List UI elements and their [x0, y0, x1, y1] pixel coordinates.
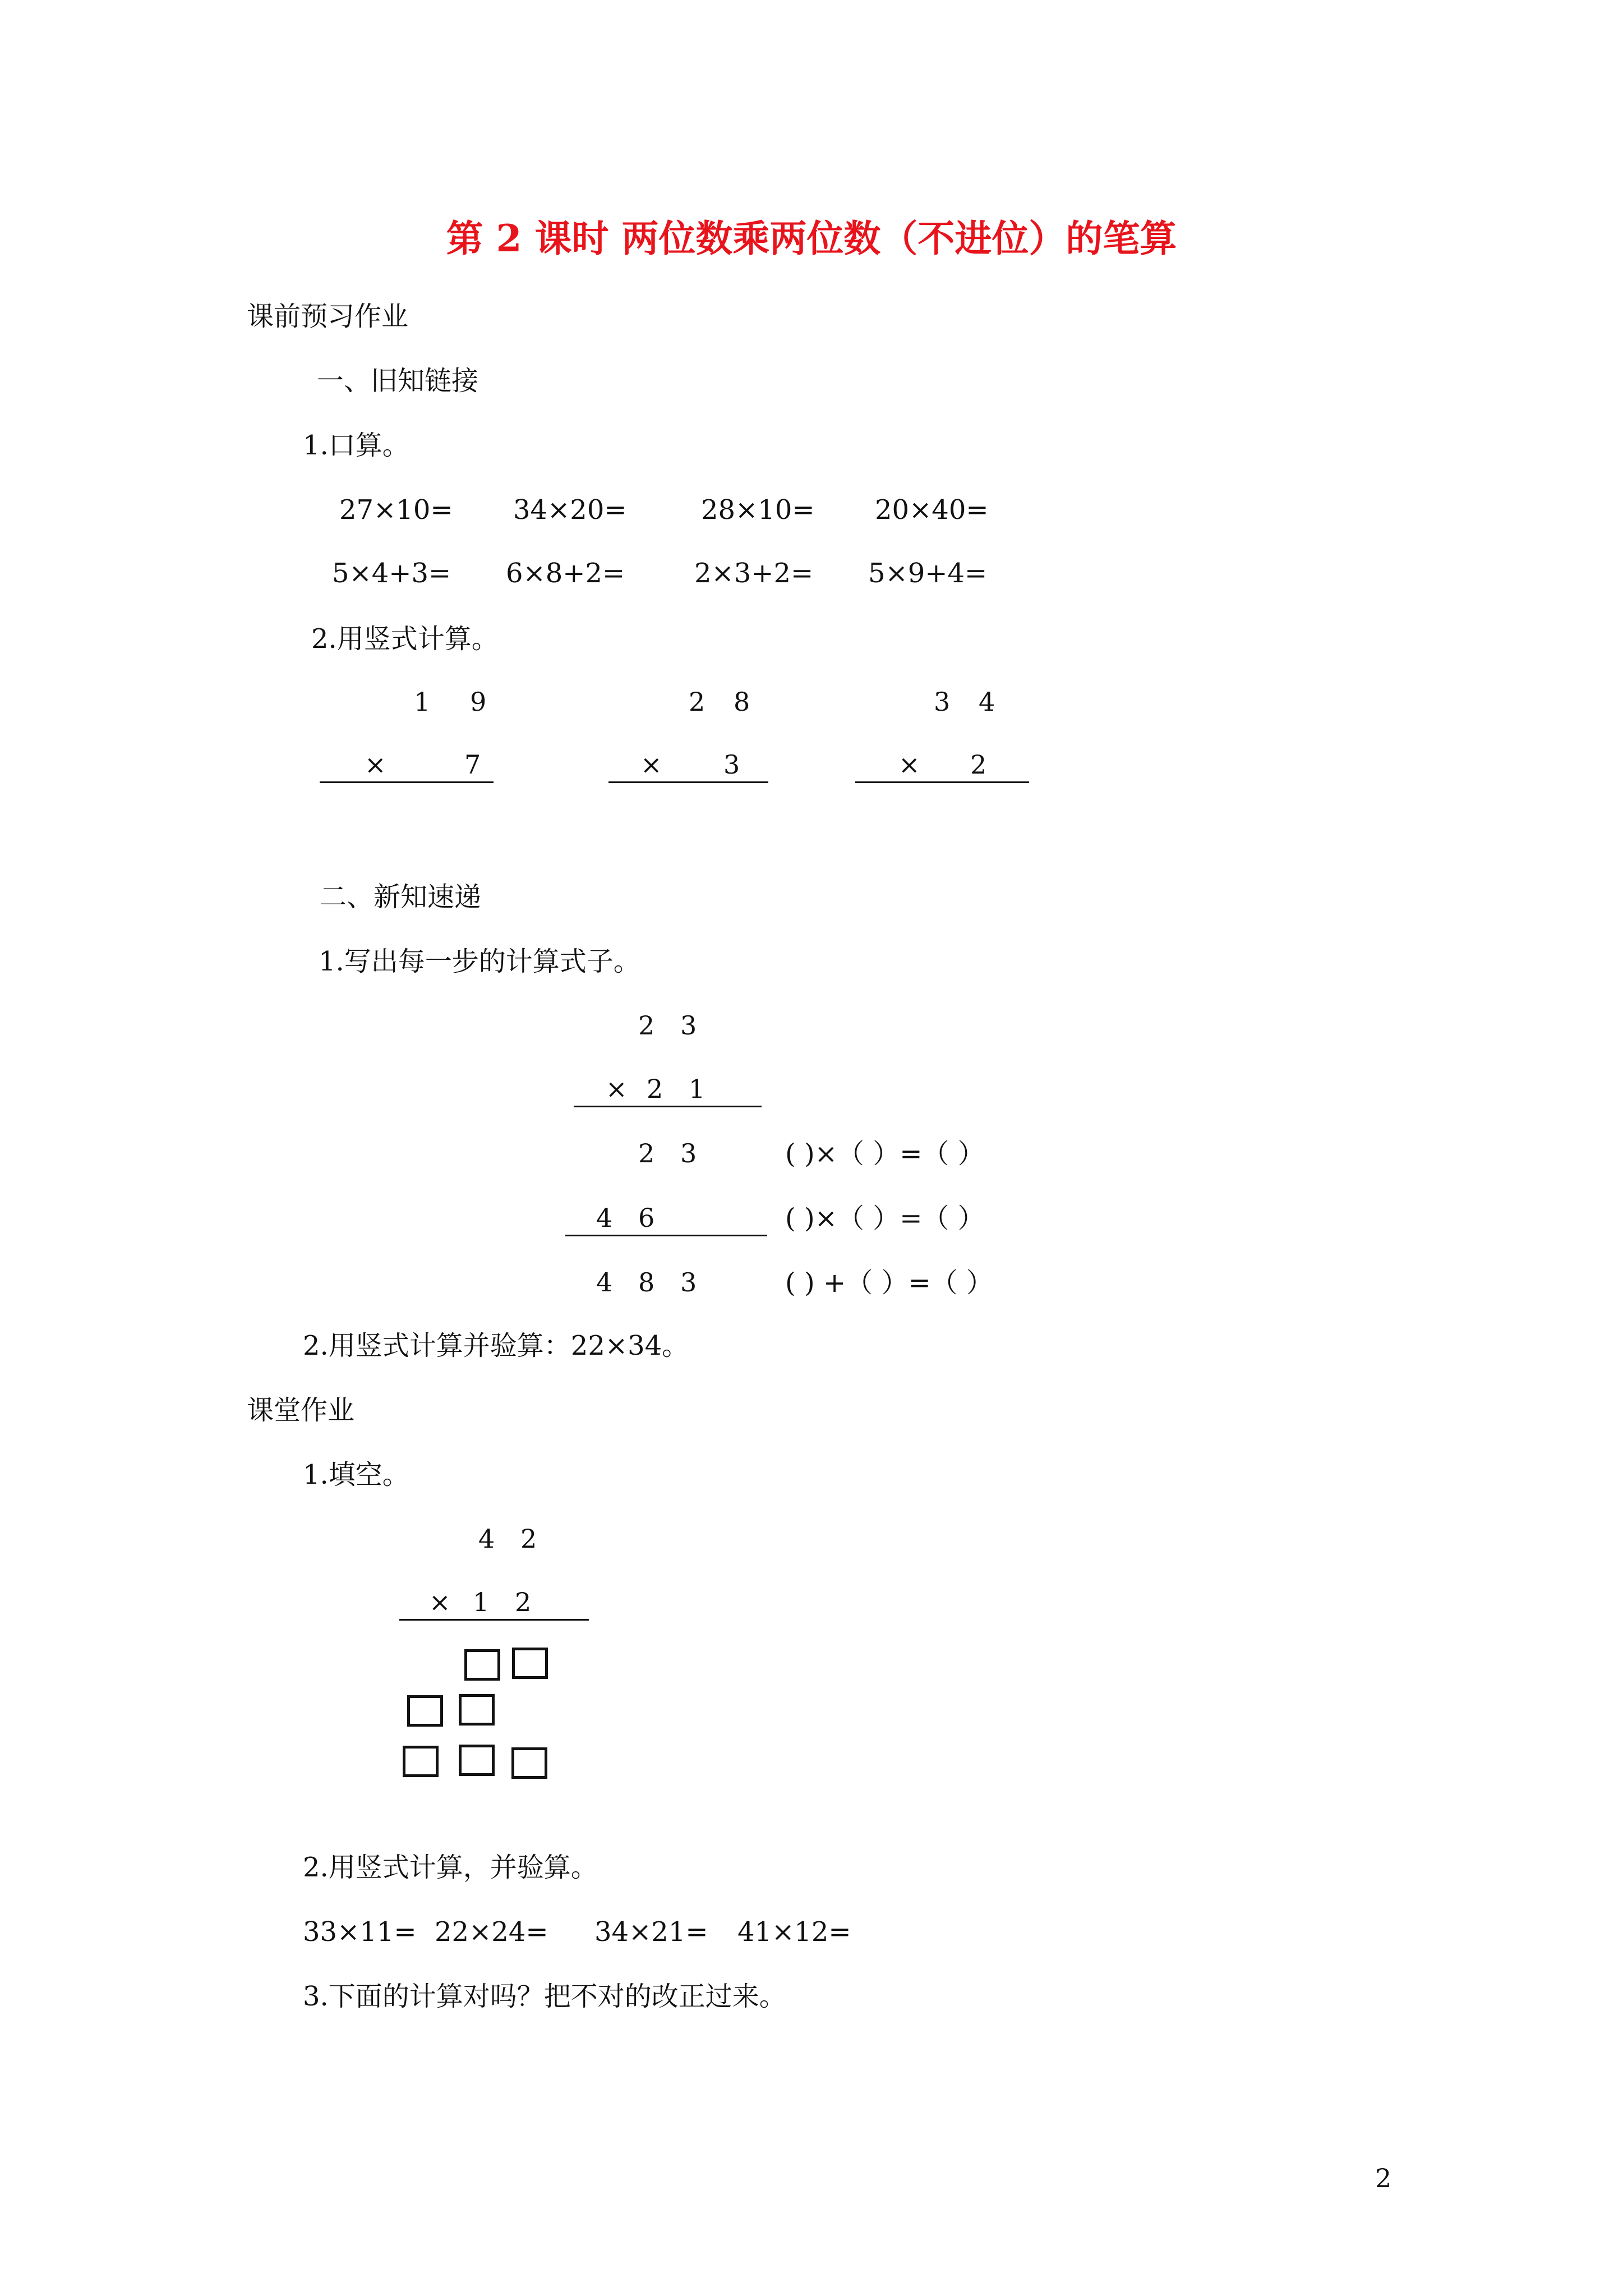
vertical-digit: 3 [723, 749, 740, 780]
vertical-underline [574, 1106, 762, 1107]
vertical-underline [855, 781, 1029, 783]
answer-box[interactable] [407, 1695, 443, 1727]
times-sign: × [365, 749, 386, 780]
vertical-digit: 2 [638, 1010, 655, 1041]
vertical-digit: 8 [734, 687, 750, 717]
vertical-underline [608, 781, 768, 783]
vertical-digit: 6 [638, 1203, 655, 1233]
part1-q2-label: 2.用竖式计算。 [311, 623, 499, 655]
vertical-digit: 2 [689, 687, 706, 717]
answer-box[interactable] [403, 1746, 439, 1777]
times-sign: × [429, 1587, 451, 1617]
vertical-underline [320, 781, 494, 783]
vertical-digit: 7 [464, 749, 481, 780]
class-q2-item: 22×24= [435, 1916, 548, 1948]
vertical-underline [399, 1619, 589, 1621]
page-number: 2 [1375, 2163, 1392, 2193]
vertical-digit: 2 [520, 1524, 537, 1554]
part1-q1-label: 1.口算。 [303, 430, 409, 461]
part2-heading: 二、新知速递 [320, 881, 482, 913]
oral-item: 5×4+3= [332, 558, 451, 589]
answer-box[interactable] [459, 1694, 495, 1726]
answer-box[interactable] [464, 1649, 500, 1681]
class-q2-label: 2.用竖式计算，并验算。 [303, 1852, 598, 1883]
vertical-digit: 4 [596, 1203, 613, 1233]
page-title: 第 2 课时 两位数乘两位数（不进位）的笔算 [446, 217, 1177, 260]
vertical-digit: 2 [970, 749, 987, 780]
part1-heading: 一、旧知链接 [317, 365, 479, 397]
times-sign: × [898, 749, 920, 780]
part2-q1-label: 1.写出每一步的计算式子。 [319, 946, 640, 977]
times-sign: × [640, 749, 662, 780]
section-preview-heading: 课前预习作业 [247, 301, 409, 332]
vertical-digit: 4 [596, 1267, 613, 1297]
oral-item: 20×40= [875, 494, 989, 526]
step-formula: ( )×（ ）=（ ） [785, 1138, 985, 1170]
vertical-digit: 3 [680, 1138, 697, 1168]
oral-item: 28×10= [701, 494, 815, 526]
step-formula: ( ) +（ ）=（ ） [785, 1267, 993, 1299]
vertical-digit: 3 [934, 687, 951, 717]
oral-item: 6×8+2= [506, 558, 625, 589]
class-q2-item: 41×12= [737, 1916, 851, 1948]
class-q2-item: 34×21= [594, 1916, 708, 1948]
vertical-underline [565, 1235, 767, 1236]
oral-item: 5×9+4= [868, 558, 988, 589]
oral-item: 34×20= [513, 494, 627, 526]
vertical-digit: 9 [470, 687, 487, 717]
answer-box[interactable] [511, 1747, 547, 1779]
class-q3-label: 3.下面的计算对吗？把不对的改正过来。 [303, 1981, 786, 2012]
times-sign: × [606, 1074, 628, 1104]
section-class-heading: 课堂作业 [247, 1395, 355, 1426]
vertical-digit: 1 [414, 687, 431, 717]
part2-q2-label: 2.用竖式计算并验算：22×34。 [303, 1330, 689, 1361]
oral-item: 27×10= [339, 494, 453, 526]
oral-item: 2×3+2= [694, 558, 814, 589]
vertical-digit: 2 [638, 1138, 655, 1168]
answer-box[interactable] [512, 1648, 548, 1679]
vertical-digit: 1 [473, 1587, 490, 1617]
step-formula: ( )×（ ）=（ ） [785, 1203, 985, 1234]
class-q1-label: 1.填空。 [303, 1459, 409, 1490]
vertical-digit: 4 [979, 687, 995, 717]
vertical-digit: 1 [689, 1074, 706, 1104]
vertical-digit: 2 [647, 1074, 663, 1104]
class-q2-item: 33×11= [303, 1916, 417, 1948]
vertical-digit: 3 [680, 1010, 697, 1041]
vertical-digit: 2 [515, 1587, 532, 1617]
vertical-digit: 3 [680, 1267, 697, 1297]
vertical-digit: 8 [638, 1267, 655, 1297]
answer-box[interactable] [459, 1745, 495, 1776]
vertical-digit: 4 [478, 1524, 495, 1554]
